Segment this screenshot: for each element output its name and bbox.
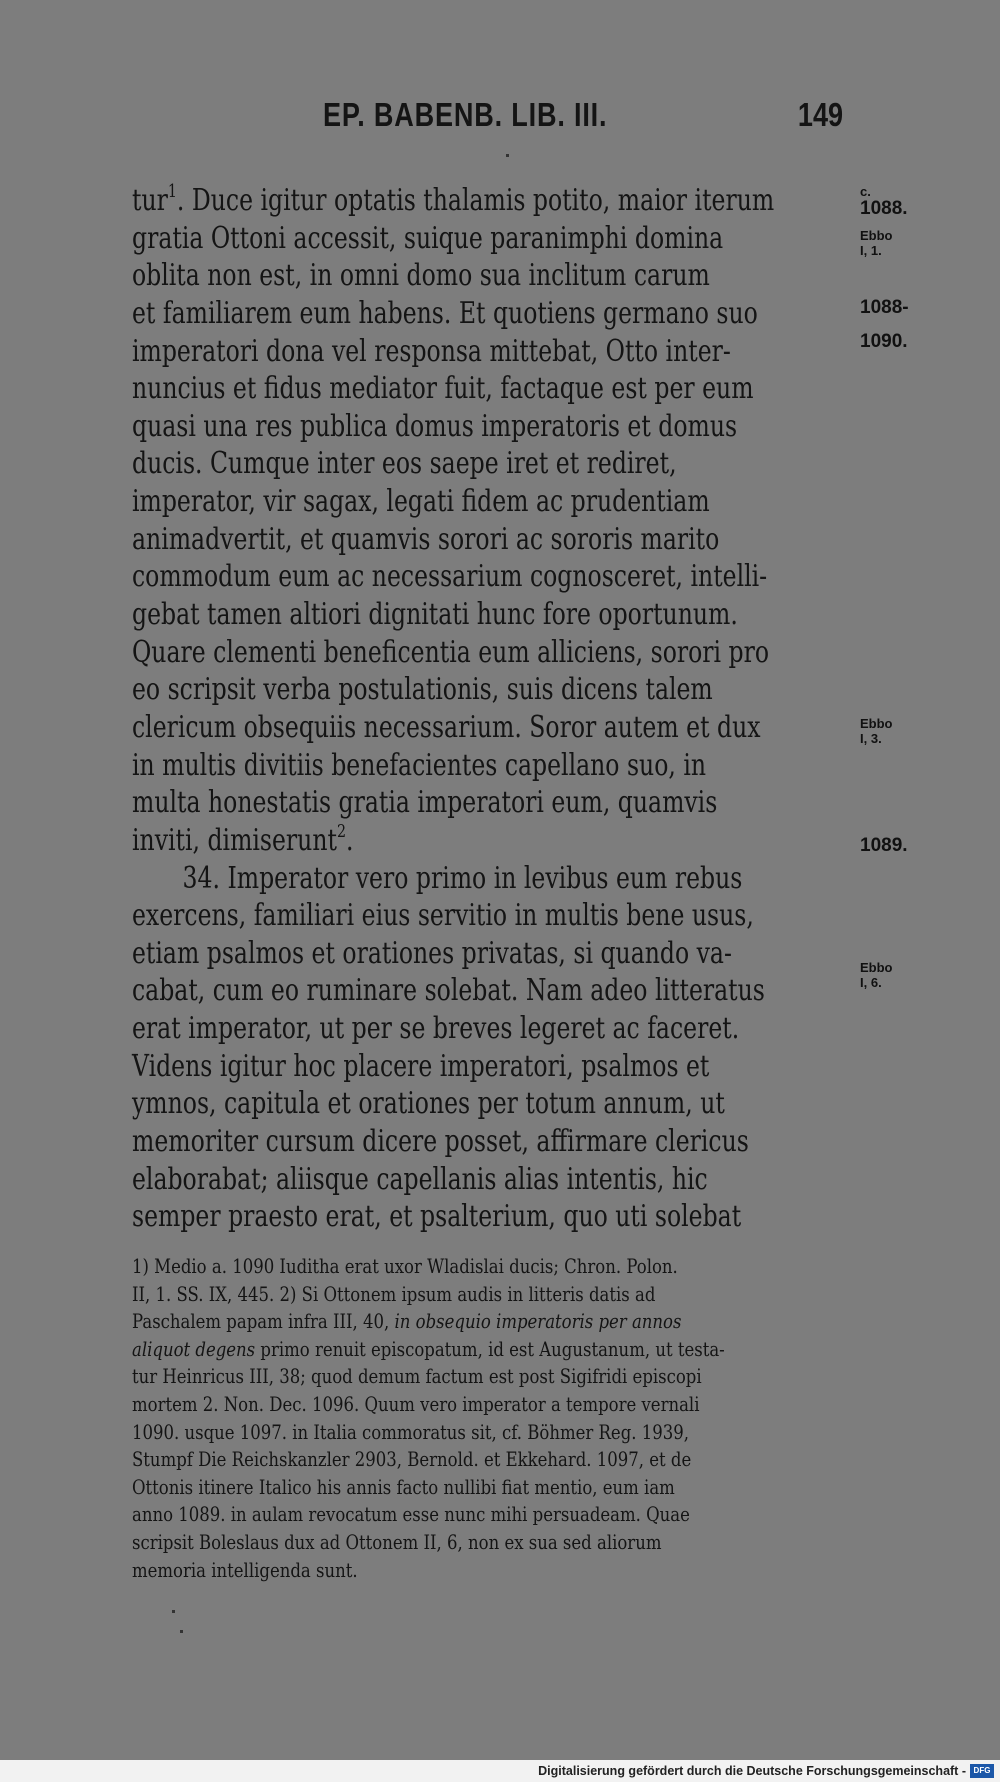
footnote-line: aliquot degens primo renuit episcopatum, id est Augustanum, ut testa- (132, 1337, 725, 1361)
page-number: 149 (797, 96, 843, 133)
text-line: commodum eum ac necessarium cognosceret, intelli- (132, 559, 768, 595)
footnote-line: Stumpf Die Reichskanzler 2903, Bernold. et Ekkehard. 1097, et de (132, 1448, 692, 1472)
margin-note: c. 1088. (860, 184, 908, 219)
text-line: in multis divitiis benefacientes capellano suo, in (132, 747, 707, 783)
text-line: eo scripsit verba postulationis, suis dicens talem (132, 672, 713, 708)
footnote-line: Paschalem papam infra III, 40, in obsequio imperatoris per annos (132, 1310, 682, 1334)
text-line: erat imperator, ut per se breves legeret ac faceret. (132, 1011, 740, 1047)
main-text (132, 182, 852, 1236)
footnote-line: 1090. usque 1097. in Italia commoratus sit, cf. Böhmer Reg. 1939, (132, 1420, 689, 1444)
footnote-line: anno 1089. in aulam revocatum esse nunc mihi persuadeam. Quae (132, 1503, 690, 1527)
footnote-line: II, 1. SS. IX, 445. 2) Si Ottonem ipsum audis in litteris datis ad (132, 1282, 656, 1306)
text-line: etiam psalmos et orationes privatas, si quando va- (132, 935, 732, 971)
dfg-logo: DFG (970, 1764, 994, 1778)
text-line: animadvertit, et quamvis sorori ac sororis marito (132, 521, 720, 557)
text-line: gebat tamen altiori dignitati hunc fore oportunum. (132, 597, 738, 633)
text-line: Quare clementi beneficentia eum alliciens, sorori pro (132, 634, 770, 670)
text-line: tur$^1$. Duce igitur optatis thalamis potito, maior iterum (132, 181, 775, 218)
margin-note: 1088- 1090. (860, 297, 909, 352)
digitization-credit (0, 1760, 1000, 1782)
text-line: ducis. Cumque inter eos saepe iret et rediret, (132, 446, 677, 482)
text-line: 34. Imperator vero primo in levibus eum rebus (182, 860, 743, 896)
text-line: semper praesto erat, et psalterium, quo uti solebat (132, 1199, 742, 1235)
text-line: cabat, cum eo ruminare solebat. Nam adeo litteratus (132, 973, 765, 1009)
text-line: inviti, dimiserunt$^2$. (132, 820, 354, 858)
scan-speck (180, 1630, 183, 1633)
footnote-line: Ottonis itinere Italico his annis facto nullibi fiat mentio, eum iam (132, 1475, 675, 1499)
footnote-line: memoria intelligenda sunt. (132, 1558, 358, 1582)
footnote-line: tur Heinricus III, 38; quod demum factum est post Sigifridi episcopi (132, 1365, 702, 1389)
scan-speck (172, 1610, 175, 1613)
text-line: imperatori dona vel responsa mittebat, Otto inter- (132, 333, 731, 369)
text-line: Videns igitur hoc placere imperatori, psalmos et (132, 1048, 710, 1084)
text-line: imperator, vir sagax, legati fidem ac prudentiam (132, 484, 710, 520)
margin-note: Ebbo I, 6. (860, 960, 893, 990)
scan-speck (506, 154, 509, 157)
footnote-line: scripsit Boleslaus dux ad Ottonem II, 6, non ex sua sed aliorum (132, 1530, 662, 1554)
text-line: quasi una res publica domus imperatoris et domus (132, 408, 738, 444)
text-line: oblita non est, in omni domo sua inclitum carum (132, 258, 710, 294)
text-line: elaborabat; aliisque capellanis alias intentis, hic (132, 1161, 708, 1197)
text-line: exercens, familiari eius servitio in multis bene usus, (132, 898, 754, 934)
footnote-line: 1) Medio a. 1090 Iuditha erat uxor Wladislai ducis; Chron. Polon. (132, 1255, 678, 1278)
text-line: et familiarem eum habens. Et quotiens germano suo (132, 295, 758, 331)
credit-text: Digitalisierung gefördert durch die Deutsche Forschungsgemeinschaft - (538, 1764, 966, 1778)
margin-note: 1089. (860, 835, 908, 856)
text-line: nuncius et fidus mediator fuit, factaque est per eum (132, 371, 754, 407)
text-line: clericum obsequiis necessarium. Soror autem et dux (132, 709, 761, 745)
text-line: gratia Ottoni accessit, suique paranimphi domina (132, 220, 724, 256)
footnotes (132, 1253, 852, 1584)
running-header (323, 96, 843, 140)
running-title: EP. BABENB. LIB. III. (323, 96, 608, 133)
text-line: memoriter cursum dicere posset, affirmare clericus (132, 1124, 749, 1160)
footnote-line: mortem 2. Non. Dec. 1096. Quum vero imperator a tempore vernali (132, 1392, 700, 1416)
margin-note: Ebbo I, 3. (860, 716, 893, 746)
text-line: multa honestatis gratia imperatori eum, quamvis (132, 785, 718, 821)
margin-note: Ebbo I, 1. (860, 228, 893, 258)
text-line: ymnos, capitula et orationes per totum annum, ut (132, 1086, 725, 1122)
